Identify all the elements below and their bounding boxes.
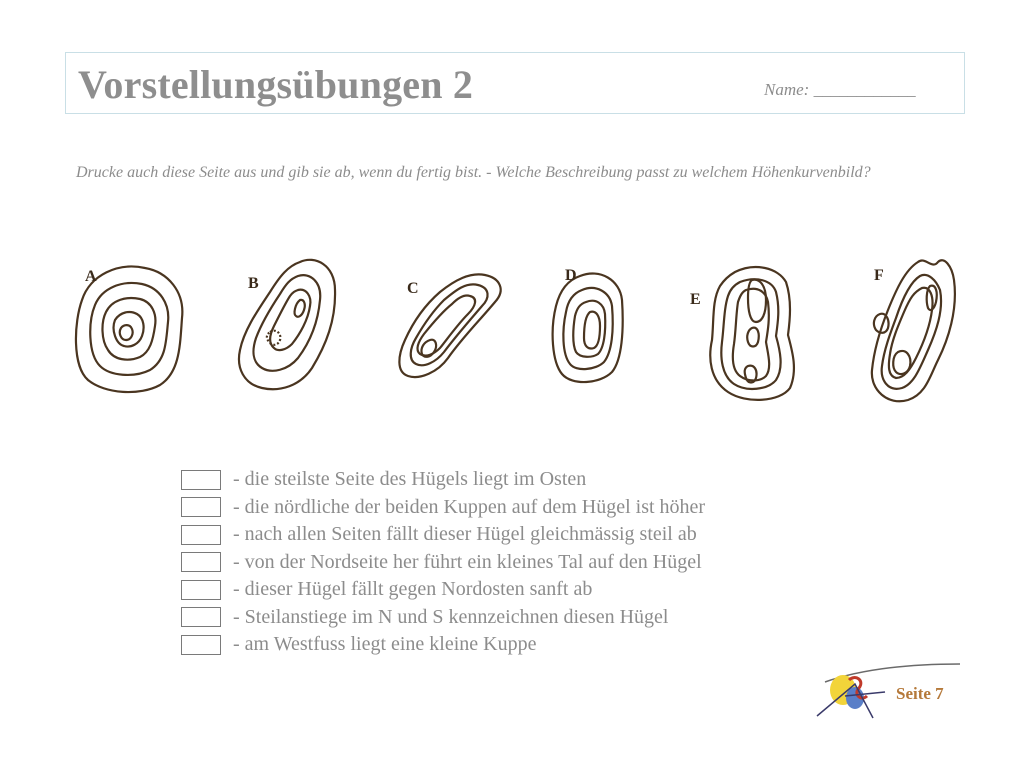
contour-map-f [872,260,955,401]
option-row [181,521,881,549]
contour-map-d [553,273,623,382]
contour-map-e [710,267,794,400]
option-row [181,576,881,604]
page-title: Vorstellungsübungen 2 [78,62,474,107]
option-text: - die nördliche der beiden Kuppen auf dem Hügel ist höher [233,495,706,518]
option-text: - nach allen Seiten fällt dieser Hügel gleichmässig steil ab [233,523,697,546]
option-text: - dieser Hügel fällt gegen Nordosten sanft ab [233,578,593,601]
name-field-label: Name: ____________ [764,80,916,99]
option-row [181,549,881,577]
option-row [181,466,881,494]
map-label-c: C [407,280,419,297]
option-text: - Steilanstiege im N und S kennzeichnen diesen Hügel [233,605,669,628]
description-options [181,466,881,659]
contour-map-a [76,267,182,393]
answer-box[interactable] [181,470,221,490]
answer-box[interactable] [181,497,221,517]
map-label-b: B [248,275,259,292]
option-row [181,604,881,632]
option-row [181,494,881,522]
map-label-a: A [85,268,97,285]
option-text: - die steilste Seite des Hügels liegt im Osten [233,468,587,491]
answer-box[interactable] [181,635,221,655]
option-text: - am Westfuss liegt eine kleine Kuppe [233,633,537,656]
answer-box[interactable] [181,580,221,600]
instructions-text: Drucke auch diese Seite aus und gib sie ab, wenn du fertig bist. - Welche Beschreibung passt zu welchem Höhenkurvenbild? [76,164,871,181]
option-text: - von der Nordseite her führt ein kleines Tal auf den Hügel [233,550,702,573]
answer-box[interactable] [181,552,221,572]
option-row [181,631,881,659]
answer-box[interactable] [181,525,221,545]
answer-box[interactable] [181,607,221,627]
map-label-d: D [565,267,577,284]
page-number: Seite 7 [896,684,944,703]
map-label-e: E [690,291,701,308]
map-label-f: F [874,267,884,284]
